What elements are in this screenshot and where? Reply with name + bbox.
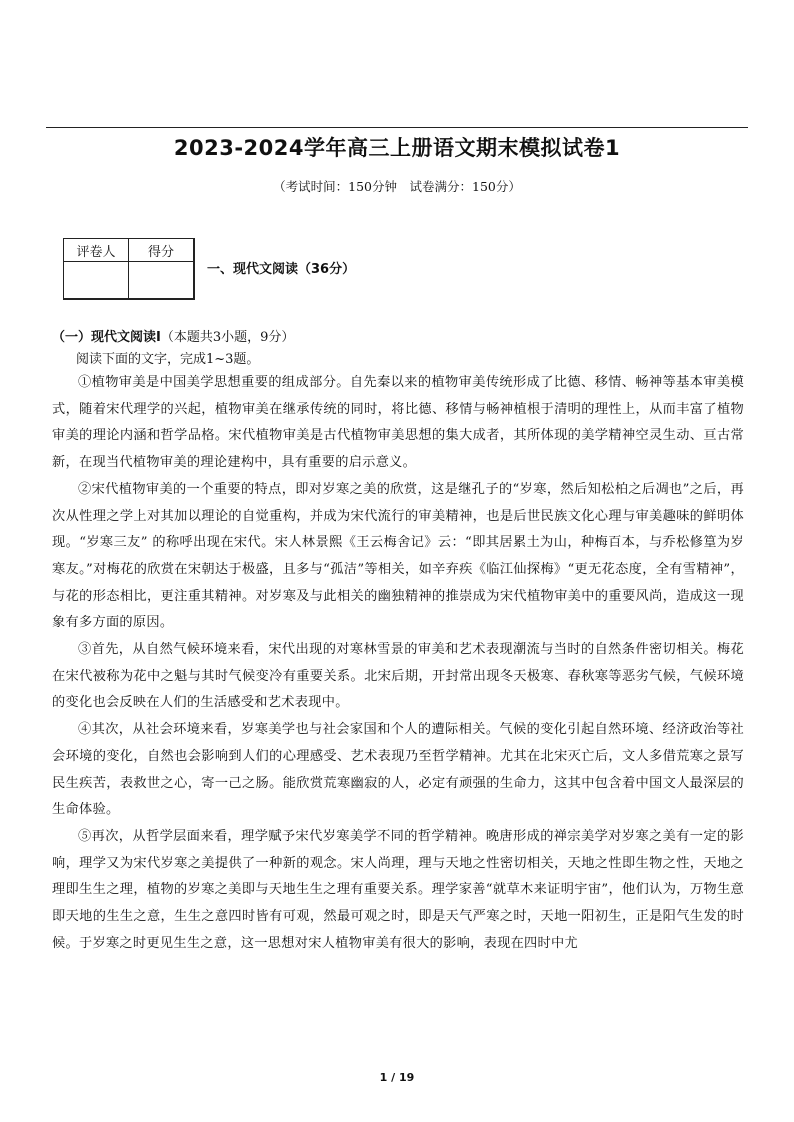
score-cell xyxy=(129,262,195,300)
paragraph-4: ④其次，从社会环境来看，岁寒美学也与社会家国和个人的遭际相关。气候的变化引起自然环境、经济政治等社会环境的变化，自然也会影响到人们的心理感受、艺术表现乃至哲学精神。尤其在北宋灭亡后，文人多借荒寒之景写民生疾苦，表救世之心，寄一己之肠。能欣赏荒寒幽寂的人，必定有顽强的生命力，这其中包含着中国文人最深层的生命体验。 xyxy=(52,722,744,818)
grader-score-table xyxy=(63,238,195,300)
part-note: （本题共3小题，9分） xyxy=(160,330,295,345)
exam-title: 2023-2024学年高三上册语文期末模拟试卷1 xyxy=(173,136,621,160)
paragraph-3: ③首先，从自然气候环境来看，宋代出现的对寒林雪景的审美和艺术表现潮流与当时的自然条件密切相关。梅花在宋代被称为花中之魁与其时气候变冷有重要关系。北宋后期，开封常出现冬天极寒、春秋寒等恶劣气候，气候环境的变化也会反映在人们的生活感受和艺术表现中。 xyxy=(52,642,744,711)
page-number: 1 / 19 xyxy=(379,1071,415,1084)
grader-cell xyxy=(64,262,129,300)
score-header: 得分 xyxy=(129,239,195,262)
part-label: （一）现代文阅读Ⅰ xyxy=(52,330,161,345)
exam-subtitle: （考试时间：150分钟 试卷满分：150分） xyxy=(273,179,521,194)
part-heading xyxy=(52,328,744,348)
reading-content xyxy=(52,328,744,957)
section-title: 一、现代文阅读（36分） xyxy=(207,262,356,277)
grader-header: 评卷人 xyxy=(64,239,129,262)
paragraph-1: ①植物审美是中国美学思想重要的组成部分。自先秦以来的植物审美传统形成了比德、移情、畅神等基本审美模式，随着宋代理学的兴起，植物审美在继承传统的同时，将比德、移情与畅神植根于清明的理性上，从而丰富了植物审美的理论内涵和哲学品格。宋代植物审美是古代植物审美思想的集大成者，其所体现的美学精神空灵生动、亘古常新，在现当代植物审美的理论建构中，具有重要的启示意义。 xyxy=(52,375,744,471)
instruction: 阅读下面的文字，完成1~3题。 xyxy=(76,352,260,367)
header-rule xyxy=(46,127,748,128)
paragraph-5: ⑤再次，从哲学层面来看，理学赋予宋代岁寒美学不同的哲学精神。晚唐形成的禅宗美学对岁寒之美有一定的影响，理学又为宋代岁寒之美提供了一种新的观念。宋人尚理，理与天地之性密切相关，天地之性即生物之性，天地之理即生生之理，植物的岁寒之美即与天地生生之理有重要关系。理学家善“就草木来证明宇宙”，他们认为，万物生意即天地的生生之意，生生之意四时皆有可观，然最可观之时，即是天气严寒之时，天地一阳初生，正是阳气生发的时候。于岁寒之时更见生生之意，这一思想对宋人植物审美有很大的影响，表现在四时中尤 xyxy=(52,828,744,951)
paragraph-2: ②宋代植物审美的一个重要的特点，即对岁寒之美的欣赏，这是继孔子的“岁寒，然后知松柏之后凋也”之后，再次从性理之学上对其加以理论的自觉重构，并成为宋代流行的审美精神，也是后世民族文化心理与审美趣味的鲜明体现。“岁寒三友” 的称呼出现在宋代。宋人林景熙《王云梅舍记》云：“即其居累土为山，种梅百本，与乔松修篁为岁寒友。”对梅花的欣赏在宋朝达于极盛，且多与“孤洁”等相关，如辛弃疾《临江仙探梅》“更无花态度，全有雪精神”，与花的形态相比，更注重其精神。对岁寒及与此相关的幽独精神的推崇成为宋代植物审美中的重要风尚，造成这一现象有多方面的原因。 xyxy=(52,481,744,631)
